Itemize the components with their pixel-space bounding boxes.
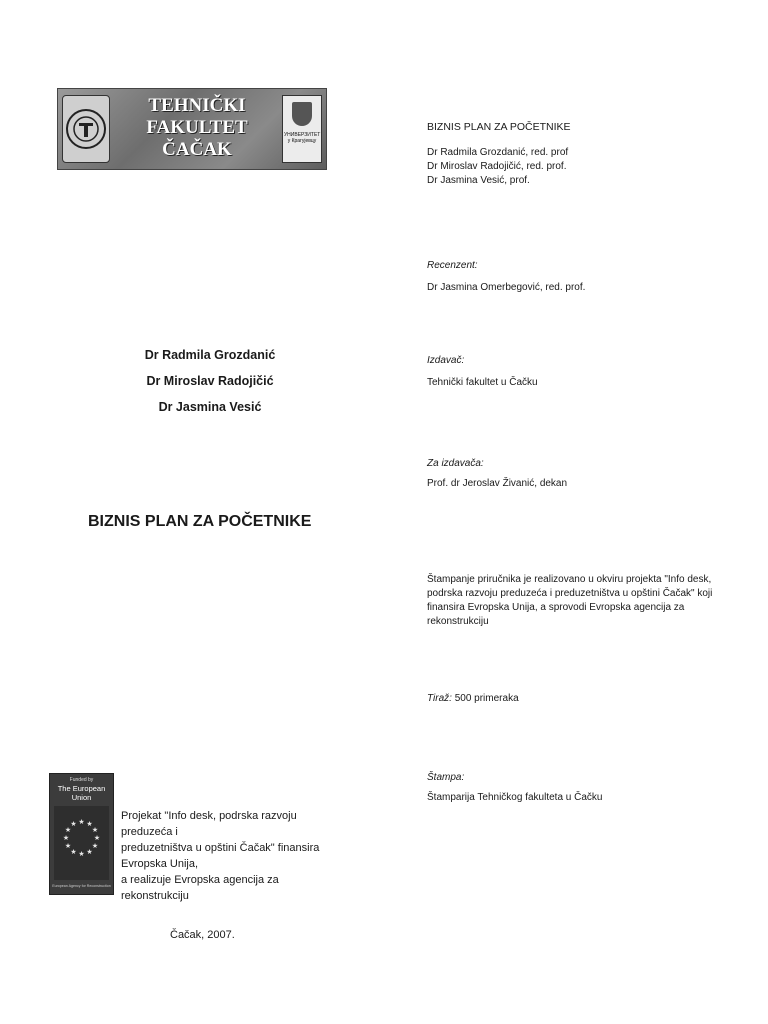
svg-text:★: ★ [86,820,93,828]
eu-flag-icon [54,806,109,880]
svg-text:★: ★ [78,850,85,858]
publisher-label: Izdavač: [427,355,465,366]
imprint-author: Dr Radmila Grozdanić, red. prof [427,147,569,158]
eu-funded-by: Funded by [69,777,94,783]
svg-text:★: ★ [64,842,72,850]
author-name: Dr Radmila Grozdanić [144,348,276,362]
project-note-line: preduzetništva u opštini Čačak" finansira Evropska Unija, [121,842,320,870]
place-date: Čačak, 2007. [170,929,235,941]
imprint-author: Dr Jasmina Vesić, prof. [427,175,530,186]
svg-text:★: ★ [86,848,93,856]
eu-union-name: The European Union [57,784,106,802]
for-publisher-section [427,457,747,491]
reviewer-section [427,259,747,295]
publisher-name: Tehnički fakultet u Čačku [427,377,538,388]
svg-text:★: ★ [91,842,99,850]
crest-text: УНИВЕРЗИТЕТ у Крагујевцу [284,132,321,144]
imprint-author: Dr Miroslav Radojičić, red. prof. [427,161,567,172]
print-run-value: 500 primeraka [454,693,519,704]
project-note [121,808,341,904]
project-note-line: Projekat "Info desk, podrska razvoju preduzeća i [121,810,297,838]
logo-title [112,95,282,161]
university-seal-icon [62,95,110,163]
svg-text:★: ★ [70,820,77,828]
svg-text:★: ★ [91,826,99,834]
logo-title-line2: ČAČAK [162,139,232,160]
svg-text:★: ★ [93,834,101,842]
author-name: Dr Jasmina Vesić [158,400,262,414]
imprint-title: BIZNIS PLAN ZA POČETNIKE [427,121,571,133]
reviewer-name: Dr Jasmina Omerbegović, red. prof. [427,282,586,293]
reviewer-label: Recenzent: [427,260,478,271]
eu-agency: European Agency for Reconstruction [52,884,111,888]
printer-section [427,771,747,805]
svg-text:★: ★ [70,848,77,856]
for-publisher-label: Za izdavača: [427,458,484,469]
logo-title-line1: TEHNIČKI FAKULTET [146,95,248,138]
eu-logo [49,773,114,895]
imprint-authors [427,146,747,188]
for-publisher-name: Prof. dr Jeroslav Živanić, dekan [427,478,568,489]
project-note-line: a realizuje Evropska agencija za rekonstrukciju [121,874,279,902]
printing-note: Štampanje priručnika je realizovano u okviru projekta "Info desk, podrska razvoju preduzeća i preduzetništva u opštini Čačak" koji finansira Evropska Unija, a sprovodi Evropska agencija za rekonstrukciju [427,574,713,627]
print-run-section [427,692,747,706]
publisher-section [427,354,747,390]
svg-text:★: ★ [78,818,85,826]
authors-block [80,342,340,420]
author-name: Dr Miroslav Radojičić [146,374,274,388]
svg-text:★: ★ [62,834,70,842]
book-title: BIZNIS PLAN ZA POČETNIKE [88,513,312,530]
printer-label: Štampa: [427,772,465,783]
svg-text:★: ★ [64,826,72,834]
faculty-logo-banner [57,88,327,170]
university-crest-icon [282,95,322,163]
crest-shield-icon [292,102,312,126]
print-run-label: Tiraž: [427,693,452,704]
printer-name: Štamparija Tehničkog fakulteta u Čačku [427,792,603,803]
